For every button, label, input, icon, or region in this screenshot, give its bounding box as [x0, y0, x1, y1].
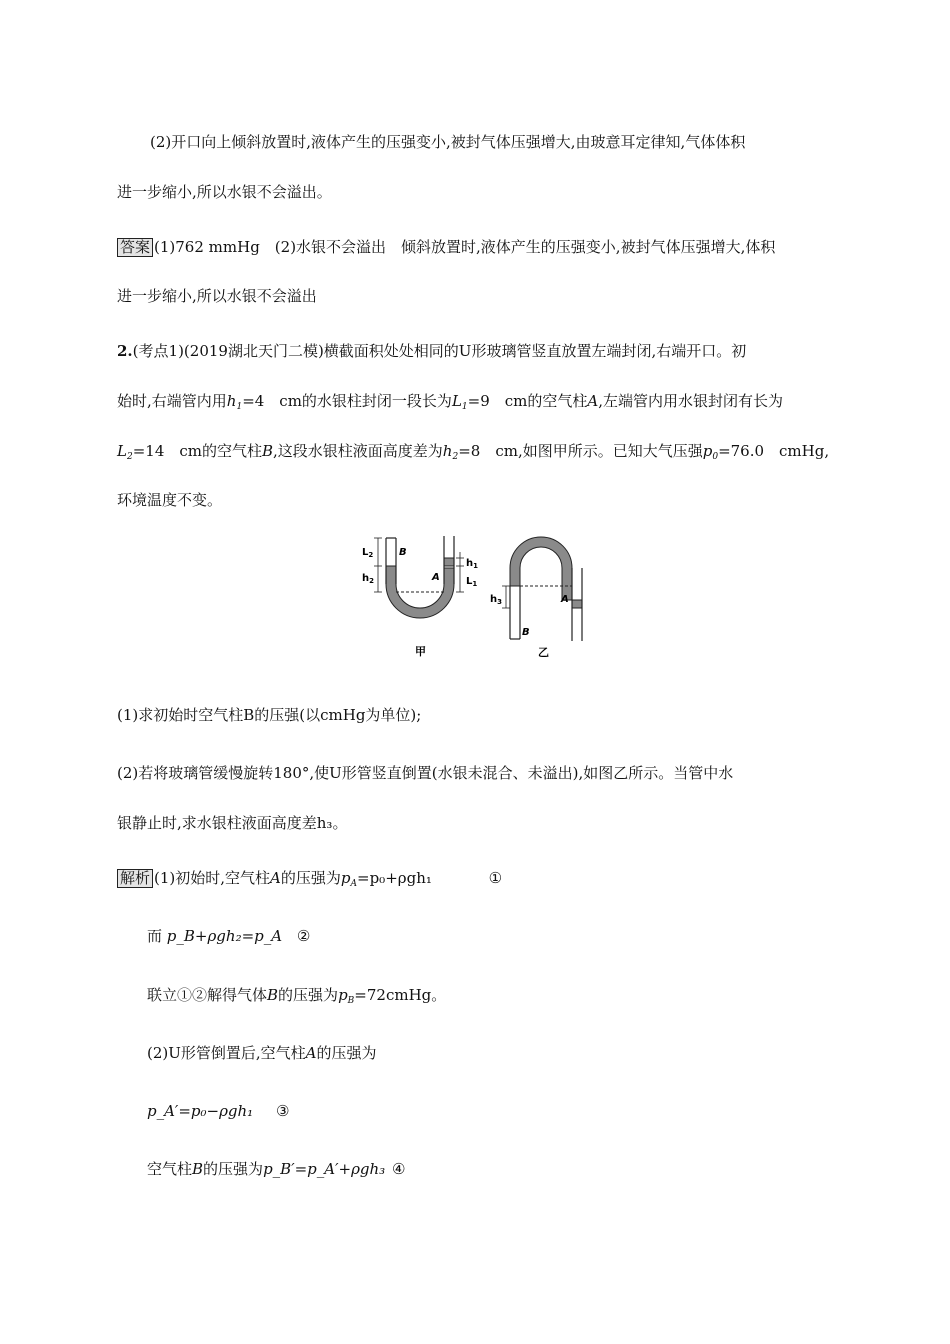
analysis-line4: (2)U形管倒置后,空气柱A的压强为: [147, 1044, 377, 1062]
jia-mercury-h1: [444, 558, 454, 566]
caption-yi: 乙: [538, 646, 549, 659]
label-L1: $L_1$: [466, 576, 478, 588]
label-B-yi: B: [522, 627, 530, 638]
solution-part2-line2: 进一步缩小,所以水银不会溢出。: [117, 183, 332, 201]
problem-line3: $L_2=14$ cm的空气柱B,这段水银柱液面高度差为$h_2=8$ cm,如图甲所示。已知大气压强$p_0=76.0$ cmHg,: [117, 442, 830, 462]
figure-yi: [490, 537, 582, 659]
solution-part2-line1: (2)开口向上倾斜放置时,液体产生的压强变小,被封气体压强增大,由玻意耳定律知,气体体积: [150, 133, 746, 151]
label-h3: $h_3$: [490, 594, 502, 606]
analysis-tag: 解析: [117, 869, 153, 888]
answer-line1: 答案 (1)762 mmHg (2)水银不会溢出 倾斜放置时,液体产生的压强变小,被封气体压强增大,体积: [117, 237, 775, 257]
analysis-line2: 而 p_B+ρgh₂=p_A ②: [147, 927, 311, 945]
figure-jia: [362, 536, 478, 658]
eq-marker-4: ④: [391, 1160, 406, 1178]
problem-number: 2.: [117, 342, 133, 360]
yi-mercury-arch: [510, 537, 572, 600]
eq-marker-3: ③: [275, 1102, 290, 1120]
label-A-yi: A: [561, 594, 569, 605]
u-tube-diagram: [360, 528, 600, 663]
analysis-line3: 联立①②解得气体B的压强为$p_B=72cmHg$。: [147, 986, 447, 1006]
label-L2: $L_2$: [362, 547, 374, 559]
caption-jia: 甲: [415, 645, 426, 658]
answer-line2: 进一步缩小,所以水银不会溢出: [117, 287, 317, 305]
question-1: (1)求初始时空气柱B的压强(以cmHg为单位);: [117, 706, 422, 724]
problem-line1: 2.(考点1)(2019湖北天门二模)横截面积处处相同的U形玻璃管竖直放置左端封闭,右端开口。初: [117, 342, 747, 360]
question-2-line1: (2)若将玻璃管缓慢旋转180°,使U形管竖直倒置(水银未混合、未溢出),如图乙所示。当管中水: [117, 764, 734, 782]
u-tube-figure: [360, 528, 600, 663]
problem-line2: 始时,右端管内用$h_1=4$ cm的水银柱封闭一段长为$L_1=9$ cm的空气柱A,左端管内用水银封闭有长为: [117, 392, 784, 412]
analysis-line5: p_A′=p₀−ρgh₁ ③: [147, 1102, 290, 1120]
analysis-line1: 解析 (1)初始时,空气柱A的压强为$p_A=p_0+\rho gh_1$ ①: [117, 868, 502, 894]
label-h2: $h_2$: [362, 573, 374, 585]
problem-line4: 环境温度不变。: [117, 491, 223, 509]
yi-mercury-h1: [572, 600, 582, 608]
eq-marker-2: ②: [296, 927, 311, 945]
label-A-jia: A: [432, 572, 440, 583]
label-h1: $h_1$: [466, 558, 478, 570]
analysis-line6: 空气柱B的压强为p_B′=p_A′+ρgh₃ ④: [147, 1160, 406, 1178]
answer-tag: 答案: [117, 238, 153, 257]
label-B-jia: B: [399, 547, 407, 558]
question-2-line2: 银静止时,求水银柱液面高度差h₃。: [117, 814, 348, 832]
eq-marker-1: ①: [488, 869, 503, 887]
